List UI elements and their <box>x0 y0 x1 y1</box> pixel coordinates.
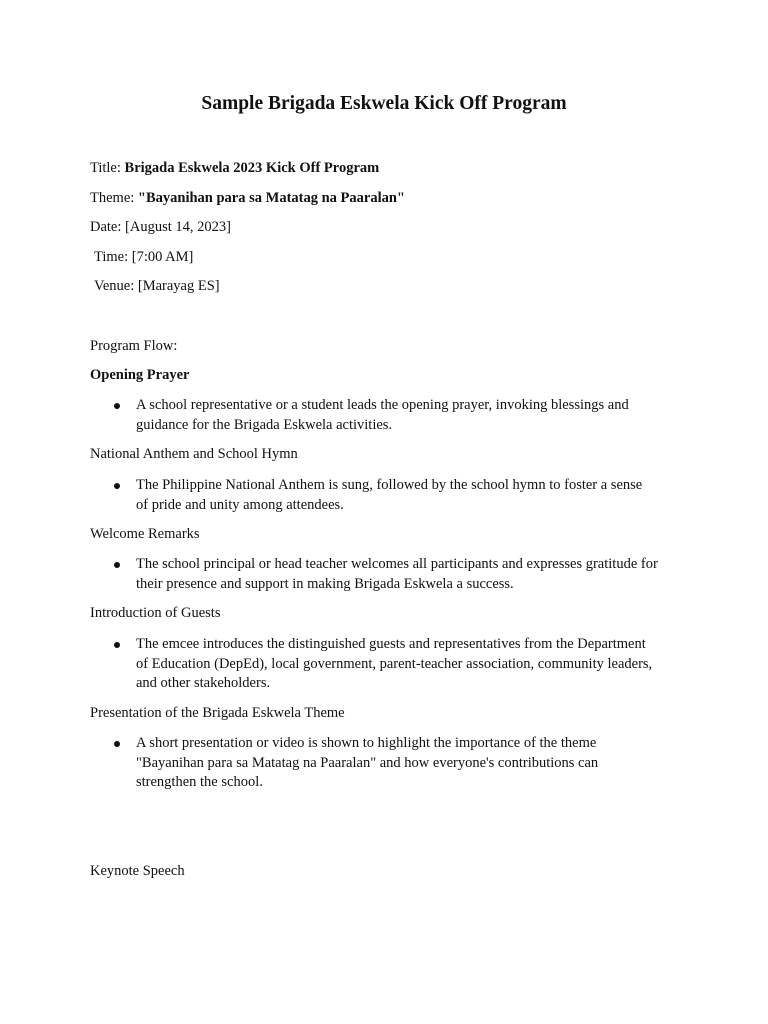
meta-title-value: Brigada Eskwela 2023 Kick Off Program <box>124 160 380 176</box>
meta-title-label: Title: <box>90 160 125 176</box>
bullet-icon <box>114 562 120 568</box>
meta-date: Date: [August 14, 2023] <box>90 219 231 235</box>
bullet-icon <box>114 741 120 747</box>
program-flow-label: Program Flow: <box>90 338 178 354</box>
meta-theme-value: "Bayanihan para sa Matatag na Paaralan" <box>137 190 405 206</box>
section-heading: Welcome Remarks <box>90 526 200 542</box>
bullet-line: A short presentation or video is shown to highlight the importance of the theme <box>136 735 597 751</box>
bullet-icon <box>114 642 120 648</box>
bullet-line: of Education (DepEd), local government, parent-teacher association, community leaders, <box>136 655 653 672</box>
meta-theme-label: Theme: <box>90 190 138 206</box>
bullet-line: The school principal or head teacher welcomes all participants and expresses gratitude for <box>136 556 658 572</box>
section-heading: Presentation of the Brigada Eskwela Theme <box>90 705 345 721</box>
bullet-icon <box>114 403 120 409</box>
document-title: Sample Brigada Eskwela Kick Off Program <box>201 93 567 114</box>
bullet-text <box>136 555 696 594</box>
bullet-line: The emcee introduces the distinguished guests and representatives from the Department <box>136 636 646 652</box>
meta-venue: Venue: [Marayag ES] <box>94 278 220 294</box>
bullet-line: "Bayanihan para sa Matatag na Paaralan" and how everyone's contributions can <box>136 754 599 771</box>
bullet-icon <box>114 483 120 489</box>
bullet-text <box>136 635 696 694</box>
section-heading: Keynote Speech <box>90 863 185 879</box>
bullet-line: and other stakeholders. <box>136 675 271 691</box>
meta-time: Time: [7:00 AM] <box>94 249 194 265</box>
bullet-line: of pride and unity among attendees. <box>136 496 344 513</box>
meta-theme-line <box>90 188 405 208</box>
section-heading: National Anthem and School Hymn <box>90 446 298 462</box>
section-heading: Opening Prayer <box>90 367 190 383</box>
bullet-text <box>136 476 696 515</box>
bullet-line: The Philippine National Anthem is sung, followed by the school hymn to foster a sense <box>136 477 643 493</box>
meta-title-line <box>90 158 379 178</box>
bullet-line: their presence and support in making Brigada Eskwela a success. <box>136 575 514 592</box>
bullet-line: strengthen the school. <box>136 774 263 790</box>
bullet-line: guidance for the Brigada Eskwela activities. <box>136 416 393 433</box>
bullet-line: A school representative or a student leads the opening prayer, invoking blessings and <box>136 397 629 413</box>
section-heading: Introduction of Guests <box>90 605 221 621</box>
bullet-text <box>136 734 696 793</box>
bullet-text <box>136 396 696 435</box>
